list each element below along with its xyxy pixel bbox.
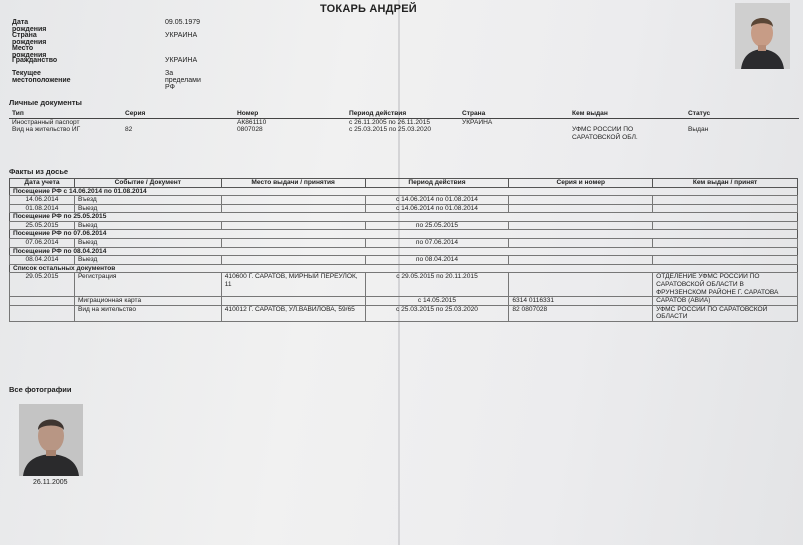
- docs-cell: с 26.11.2005 по 26.11.2015: [349, 118, 431, 126]
- facts-cell: [653, 204, 798, 213]
- info-label: Текущее местоположение: [12, 70, 71, 85]
- table-row: [9, 118, 799, 126]
- facts-cell: [221, 297, 365, 306]
- table-row: [10, 273, 798, 297]
- facts-cell: с 14.06.2014 по 01.08.2014: [365, 204, 509, 213]
- info-value: УКРАИНА: [165, 31, 198, 39]
- docs-cell: 82: [125, 126, 133, 134]
- info-value: За пределами РФ: [165, 70, 201, 92]
- facts-group-row: [10, 187, 798, 196]
- facts-cell: 01.08.2014: [10, 204, 75, 213]
- info-value: УКРАИНА: [165, 57, 198, 65]
- table-row: [10, 204, 798, 213]
- docs-column-header: Кем выдан: [569, 110, 685, 118]
- facts-cell: Выезд: [74, 256, 221, 265]
- facts-group-row: [10, 264, 798, 273]
- facts-cell: по 07.06.2014: [365, 239, 509, 248]
- facts-cell: [509, 256, 653, 265]
- docs-cell: [122, 118, 234, 126]
- facts-cell: [653, 196, 798, 205]
- facts-cell: с 14.06.2014 по 01.08.2014: [365, 196, 509, 205]
- facts-cell: по 08.04.2014: [365, 256, 509, 265]
- facts-column-header: Серия и номер: [509, 179, 653, 188]
- facts-group-title: Список остальных документов: [10, 264, 798, 273]
- docs-column-header: Серия: [122, 110, 234, 118]
- info-label: Место рождения: [12, 44, 47, 59]
- facts-cell: [509, 204, 653, 213]
- facts-cell: 410600 Г. САРАТОВ, МИРНЫЙ ПЕРЕУЛОК, 11: [221, 273, 365, 297]
- photo-date-caption: 26.11.2005: [33, 479, 68, 486]
- facts-cell: [10, 305, 75, 321]
- facts-cell: Выезд: [74, 239, 221, 248]
- facts-cell: [653, 256, 798, 265]
- facts-column-header: Кем выдан / принят: [653, 179, 798, 188]
- docs-cell: АК861110: [237, 118, 267, 126]
- facts-cell: САРАТОВ (АВИА): [653, 297, 798, 306]
- personal-docs-table: [9, 110, 799, 141]
- facts-cell: 25.05.2015: [10, 221, 75, 230]
- facts-cell: Вид на жительство: [74, 305, 221, 321]
- docs-section-title: Личные документы: [9, 98, 82, 107]
- facts-cell: [221, 204, 365, 213]
- facts-cell: [509, 221, 653, 230]
- docs-cell: [685, 118, 799, 126]
- person-name-title: ТОКАРЬ АНДРЕЙ: [320, 3, 417, 15]
- facts-cell: [653, 239, 798, 248]
- facts-cell: 29.05.2015: [10, 273, 75, 297]
- portrait-photo: [735, 3, 790, 69]
- table-row: [10, 305, 798, 321]
- facts-cell: [221, 256, 365, 265]
- docs-cell: [569, 118, 685, 126]
- docs-cell: [459, 126, 569, 141]
- facts-group-title: Посещение РФ по 08.04.2014: [10, 247, 798, 256]
- facts-cell: [221, 221, 365, 230]
- docs-cell: с 25.03.2015 по 25.03.2020: [349, 126, 432, 134]
- facts-group-row: [10, 213, 798, 222]
- facts-cell: [509, 273, 653, 297]
- table-row: [10, 256, 798, 265]
- facts-table: [9, 178, 798, 322]
- facts-group-row: [10, 247, 798, 256]
- facts-column-header: Событие / Документ: [74, 179, 221, 188]
- docs-cell: УФМС РОССИИ ПО САРАТОВСКОЙ ОБЛ.: [572, 126, 638, 141]
- facts-cell: 6314 0116331: [509, 297, 653, 306]
- docs-cell: Выдан: [688, 126, 709, 134]
- facts-cell: [509, 196, 653, 205]
- docs-column-header: Статус: [685, 110, 799, 118]
- facts-cell: [653, 221, 798, 230]
- table-row: [10, 297, 798, 306]
- facts-cell: Въезд: [74, 196, 221, 205]
- facts-column-header: Дата учета: [10, 179, 75, 188]
- facts-cell: ОТДЕЛЕНИЕ УФМС РОССИИ ПО САРАТОВСКОЙ ОБЛАСТИ В ФРУНЗЕНСКОМ РАЙОНЕ Г. САРАТОВА: [653, 273, 798, 297]
- info-label: Гражданство: [12, 57, 58, 65]
- docs-column-header: Тип: [9, 110, 122, 118]
- facts-section-title: Факты из досье: [9, 167, 69, 176]
- table-row: [9, 126, 799, 141]
- docs-cell: УКРАИНА: [462, 118, 493, 126]
- facts-cell: 08.04.2014: [10, 256, 75, 265]
- docs-column-header: Период действия: [346, 110, 459, 118]
- facts-cell: 07.06.2014: [10, 239, 75, 248]
- facts-group-title: Посещение РФ по 25.05.2015: [10, 213, 798, 222]
- facts-cell: с 25.03.2015 по 25.03.2020: [365, 305, 509, 321]
- person-portrait-icon: [735, 3, 790, 69]
- docs-column-header: Страна: [459, 110, 569, 118]
- facts-cell: с 14.05.2015: [365, 297, 509, 306]
- facts-cell: [221, 239, 365, 248]
- archive-photo: [19, 404, 83, 476]
- facts-group-title: Посещение РФ по 07.06.2014: [10, 230, 798, 239]
- facts-group-title: Посещение РФ с 14.06.2014 по 01.08.2014: [10, 187, 798, 196]
- facts-cell: с 29.05.2015 по 20.11.2015: [365, 273, 509, 297]
- docs-cell: Иностранный паспорт: [12, 118, 80, 126]
- facts-cell: по 25.05.2015: [365, 221, 509, 230]
- docs-column-header: Номер: [234, 110, 346, 118]
- facts-cell: [10, 297, 75, 306]
- table-row: [10, 196, 798, 205]
- facts-cell: Выезд: [74, 204, 221, 213]
- facts-cell: Регистрация: [74, 273, 221, 297]
- facts-group-row: [10, 230, 798, 239]
- facts-cell: 14.06.2014: [10, 196, 75, 205]
- table-row: [10, 221, 798, 230]
- facts-cell: [509, 239, 653, 248]
- facts-cell: УФМС РОССИИ ПО САРАТОВСКОЙ ОБЛАСТИ: [653, 305, 798, 321]
- photos-section-title: Все фотографии: [9, 385, 72, 394]
- info-value: 09.05.1979: [165, 19, 201, 26]
- person-portrait-icon: [19, 404, 83, 476]
- facts-cell: Выезд: [74, 221, 221, 230]
- docs-cell: 0807028: [237, 126, 263, 134]
- facts-cell: Миграционная карта: [74, 297, 221, 306]
- facts-cell: 82 0807028: [509, 305, 653, 321]
- info-label: Страна рождения: [12, 31, 47, 46]
- facts-cell: 410012 Г. САРАТОВ, УЛ.ВАВИЛОВА, 59/65: [221, 305, 365, 321]
- docs-cell: Вид на жительство ИГ: [12, 126, 81, 134]
- facts-column-header: Период действия: [365, 179, 509, 188]
- facts-cell: [221, 196, 365, 205]
- info-label: Дата рождения: [12, 19, 47, 33]
- facts-column-header: Место выдачи / принятия: [221, 179, 365, 188]
- table-row: [10, 239, 798, 248]
